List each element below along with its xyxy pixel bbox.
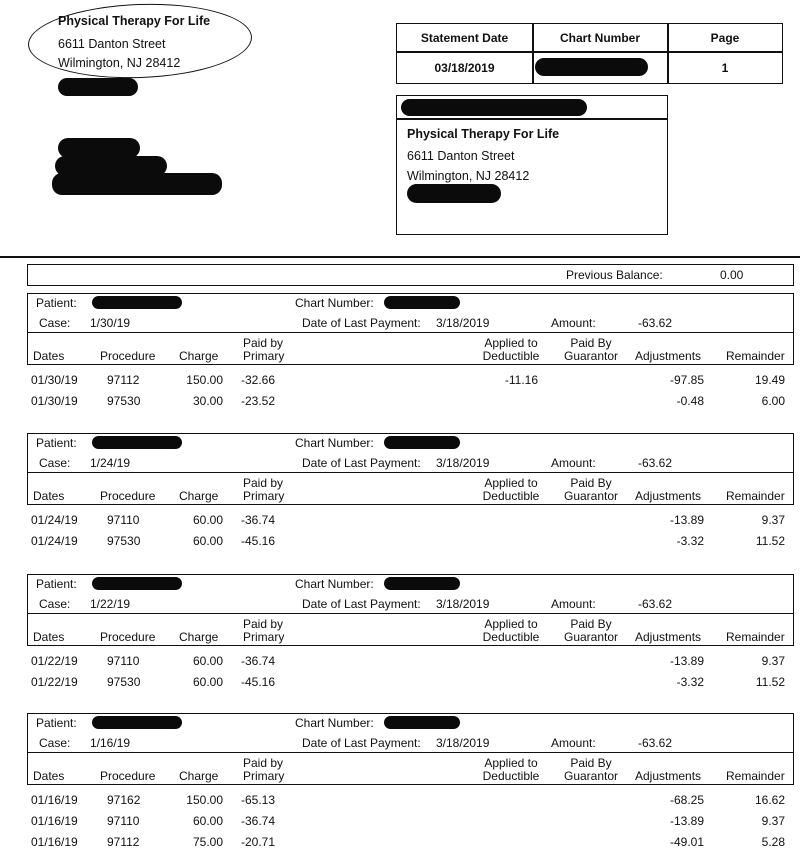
redaction-mark [384, 436, 460, 449]
statement-date-header: Statement Date [420, 30, 509, 45]
patient-label: Patient: [36, 577, 77, 591]
remit-address-box [396, 95, 668, 235]
patient-section [27, 293, 794, 423]
redaction-mark [92, 577, 182, 590]
col-charge: Charge [179, 630, 219, 644]
row-paid-primary: -36.74 [241, 814, 276, 828]
row-date: 01/22/19 [31, 675, 78, 689]
row-remainder: 9.37 [761, 513, 785, 527]
row-procedure: 97530 [107, 394, 141, 408]
row-procedure: 97110 [107, 513, 140, 527]
case-label: Case: [39, 456, 71, 470]
row-charge: 60.00 [192, 534, 223, 548]
col-procedure: Procedure [100, 769, 156, 783]
col-paid-primary-1: Paid by [243, 336, 284, 350]
column-headers [27, 473, 794, 505]
row-date: 01/16/19 [31, 814, 78, 828]
col-guarantor-2: Guarantor [563, 630, 619, 644]
col-guarantor-2: Guarantor [563, 769, 619, 783]
amount-label: Amount: [551, 597, 596, 611]
col-adjustments: Adjustments [635, 489, 702, 503]
case-label: Case: [39, 316, 71, 330]
remit-street: 6611 Danton Street [407, 149, 515, 163]
row-charge: 60.00 [192, 654, 223, 668]
amount-value: -63.62 [638, 597, 673, 611]
patient-section [27, 433, 794, 563]
row-paid-primary: -36.74 [241, 654, 276, 668]
row-paid-primary: -32.66 [241, 373, 276, 387]
statement-date-value: 03/18/2019 [434, 60, 495, 75]
row-paid-primary: -45.16 [241, 675, 276, 689]
row-charge: 60.00 [192, 675, 223, 689]
col-applied-2: Deductible [482, 489, 540, 503]
column-headers [27, 753, 794, 785]
row-adjustments: -13.89 [669, 513, 704, 527]
row-paid-primary: -45.16 [241, 534, 276, 548]
col-remainder: Remainder [726, 349, 785, 363]
row-adjustments: -97.85 [669, 373, 704, 387]
row-charge: 150.00 [186, 373, 223, 387]
last-payment-label: Date of Last Payment: [302, 736, 421, 750]
col-dates: Dates [33, 349, 65, 363]
row-remainder: 5.28 [761, 835, 785, 849]
last-payment-label: Date of Last Payment: [302, 597, 421, 611]
case-date: 1/24/19 [90, 456, 131, 470]
separator-rule [0, 256, 800, 258]
row-date: 01/22/19 [31, 654, 78, 668]
redaction-mark [92, 716, 182, 729]
col-guarantor-1: Paid By [570, 336, 612, 350]
col-applied-1: Applied to [484, 617, 538, 631]
chart-number-label: Chart Number: [295, 577, 374, 591]
col-remainder: Remainder [726, 489, 785, 503]
row-remainder: 9.37 [761, 814, 785, 828]
chart-number-label: Chart Number: [295, 716, 374, 730]
patient-info-header [27, 713, 794, 753]
case-date: 1/30/19 [90, 316, 131, 330]
col-paid-primary-1: Paid by [243, 476, 284, 490]
col-remainder: Remainder [726, 630, 785, 644]
row-date: 01/16/19 [31, 835, 78, 849]
row-deductible: -11.16 [504, 373, 538, 387]
page-header: Page [710, 30, 740, 45]
patient-info-header [27, 433, 794, 473]
row-paid-primary: -23.52 [241, 394, 276, 408]
col-guarantor-1: Paid By [570, 476, 612, 490]
row-procedure: 97162 [107, 793, 141, 807]
patient-label: Patient: [36, 716, 77, 730]
row-adjustments: -13.89 [669, 654, 704, 668]
col-remainder: Remainder [726, 769, 785, 783]
row-date: 01/24/19 [31, 513, 78, 527]
col-charge: Charge [179, 489, 219, 503]
row-date: 01/16/19 [31, 793, 78, 807]
redaction-mark [58, 78, 138, 96]
chart-number-label: Chart Number: [295, 436, 374, 450]
col-paid-primary-2: Primary [243, 489, 285, 503]
row-charge: 60.00 [192, 513, 223, 527]
column-headers [27, 333, 794, 365]
amount-value: -63.62 [638, 316, 673, 330]
col-dates: Dates [33, 489, 65, 503]
col-paid-primary-2: Primary [243, 630, 285, 644]
row-remainder: 11.52 [755, 675, 785, 689]
row-adjustments: -3.32 [676, 675, 704, 689]
col-adjustments: Adjustments [635, 349, 702, 363]
sender-street: 6611 Danton Street [58, 37, 166, 51]
sender-city: Wilmington, NJ 28412 [58, 56, 181, 70]
redaction-mark [401, 99, 587, 116]
last-payment-date: 3/18/2019 [436, 597, 490, 611]
redaction-mark [407, 184, 501, 203]
page-number: 1 [721, 60, 729, 75]
col-charge: Charge [179, 769, 219, 783]
redaction-mark [92, 436, 182, 449]
amount-label: Amount: [551, 736, 596, 750]
last-payment-date: 3/18/2019 [436, 316, 490, 330]
last-payment-date: 3/18/2019 [436, 456, 490, 470]
patient-label: Patient: [36, 436, 77, 450]
patient-section [27, 713, 794, 865]
row-paid-primary: -65.13 [241, 793, 276, 807]
row-remainder: 6.00 [761, 394, 785, 408]
col-paid-primary-2: Primary [243, 769, 285, 783]
row-procedure: 97110 [107, 654, 140, 668]
redaction-mark [58, 138, 140, 158]
row-date: 01/24/19 [31, 534, 78, 548]
col-applied-1: Applied to [484, 756, 538, 770]
amount-label: Amount: [551, 456, 596, 470]
statement-header-table [396, 23, 783, 84]
row-adjustments: -49.01 [669, 835, 704, 849]
col-applied-1: Applied to [484, 336, 538, 350]
row-remainder: 19.49 [754, 373, 785, 387]
col-dates: Dates [33, 769, 65, 783]
col-charge: Charge [179, 349, 219, 363]
redaction-mark [384, 296, 460, 309]
col-dates: Dates [33, 630, 65, 644]
patient-section [27, 574, 794, 704]
case-label: Case: [39, 597, 71, 611]
col-applied-2: Deductible [482, 630, 540, 644]
previous-balance-value: 0.00 [720, 268, 744, 282]
patient-info-header [27, 293, 794, 333]
previous-balance-label: Previous Balance: [566, 268, 663, 282]
col-applied-2: Deductible [482, 349, 540, 363]
patient-info-header [27, 574, 794, 614]
previous-balance-box [27, 264, 794, 286]
row-adjustments: -13.89 [669, 814, 704, 828]
col-procedure: Procedure [100, 349, 156, 363]
col-procedure: Procedure [100, 489, 156, 503]
col-paid-primary-1: Paid by [243, 617, 284, 631]
patient-label: Patient: [36, 296, 77, 310]
amount-value: -63.62 [638, 736, 673, 750]
col-adjustments: Adjustments [635, 630, 702, 644]
col-paid-primary-2: Primary [243, 349, 285, 363]
col-guarantor-1: Paid By [570, 617, 612, 631]
col-applied-1: Applied to [484, 476, 538, 490]
case-label: Case: [39, 736, 71, 750]
row-date: 01/30/19 [31, 373, 78, 387]
row-procedure: 97530 [107, 534, 141, 548]
row-procedure: 97530 [107, 675, 141, 689]
redaction-mark [384, 716, 460, 729]
row-remainder: 16.62 [754, 793, 785, 807]
redaction-mark [92, 296, 182, 309]
row-adjustments: -0.48 [676, 394, 704, 408]
row-charge: 150.00 [186, 793, 223, 807]
amount-value: -63.62 [638, 456, 673, 470]
redaction-mark [384, 577, 460, 590]
amount-label: Amount: [551, 316, 596, 330]
row-paid-primary: -36.74 [241, 513, 276, 527]
col-procedure: Procedure [100, 630, 156, 644]
chart-number-label: Chart Number: [295, 296, 374, 310]
col-guarantor-1: Paid By [570, 756, 612, 770]
row-adjustments: -68.25 [669, 793, 704, 807]
case-date: 1/22/19 [90, 597, 131, 611]
case-date: 1/16/19 [90, 736, 131, 750]
row-charge: 30.00 [192, 394, 223, 408]
row-procedure: 97112 [107, 373, 140, 387]
last-payment-label: Date of Last Payment: [302, 316, 421, 330]
redaction-mark [52, 173, 222, 195]
sender-name: Physical Therapy For Life [58, 14, 211, 28]
row-date: 01/30/19 [31, 394, 78, 408]
col-guarantor-2: Guarantor [563, 489, 619, 503]
row-remainder: 11.52 [755, 534, 785, 548]
last-payment-label: Date of Last Payment: [302, 456, 421, 470]
row-charge: 75.00 [192, 835, 223, 849]
row-procedure: 97112 [107, 835, 140, 849]
col-adjustments: Adjustments [635, 769, 702, 783]
row-adjustments: -3.32 [676, 534, 704, 548]
chart-number-header: Chart Number [559, 30, 640, 45]
col-paid-primary-1: Paid by [243, 756, 284, 770]
row-procedure: 97110 [107, 814, 140, 828]
col-guarantor-2: Guarantor [563, 349, 619, 363]
row-charge: 60.00 [192, 814, 223, 828]
row-paid-primary: -20.71 [241, 835, 276, 849]
redaction-mark [535, 58, 648, 76]
remit-city: Wilmington, NJ 28412 [407, 169, 530, 183]
col-applied-2: Deductible [482, 769, 540, 783]
column-headers [27, 614, 794, 646]
remit-name: Physical Therapy For Life [407, 127, 560, 141]
row-remainder: 9.37 [761, 654, 785, 668]
last-payment-date: 3/18/2019 [436, 736, 490, 750]
